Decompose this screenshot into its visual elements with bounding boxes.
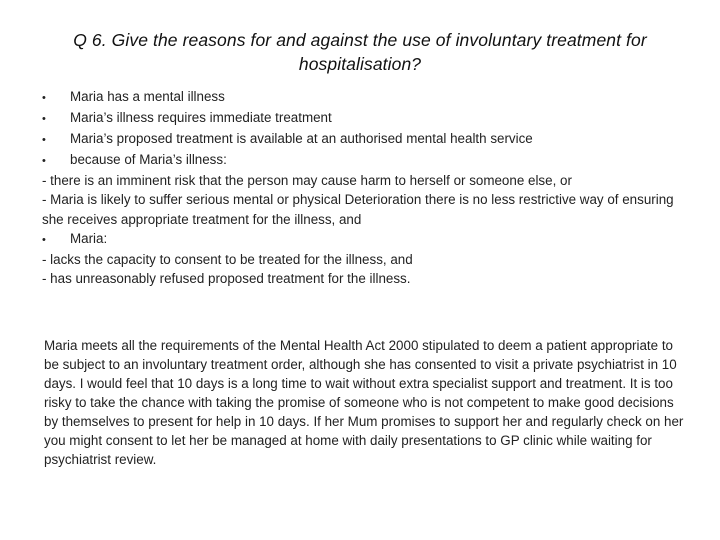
bullet-icon: • — [42, 92, 46, 104]
sub-criterion: - lacks the capacity to consent to be treated for the illness, and — [42, 251, 413, 267]
list-item — [42, 229, 688, 250]
bullet-icon: • — [42, 233, 46, 246]
bullet-icon: • — [42, 113, 46, 126]
list-item — [42, 129, 688, 150]
bullet-icon: • — [42, 134, 46, 147]
list-item — [42, 150, 688, 171]
list-item — [42, 87, 688, 108]
criterion-text: Maria’s illness requires immediate treatment — [70, 110, 332, 126]
sub-criterion: - has unreasonably refused proposed treatment for the illness. — [42, 270, 411, 286]
criterion-text: Maria’s proposed treatment is available at an authorised mental health service — [70, 131, 533, 147]
criterion-text: Maria: — [70, 230, 108, 246]
criterion-text: Maria has a mental illness — [70, 89, 225, 104]
sub-criterion: - there is an imminent risk that the person may cause harm to herself or someone else, or — [42, 173, 572, 189]
list-item — [42, 108, 688, 129]
sub-criterion: - Maria is likely to suffer serious mental or physical Deterioration there is no less restrictive way of ensuring she receives appropriate treatment for the illness, and — [42, 192, 674, 227]
answer-paragraph: Maria meets all the requirements of the Mental Health Act 2000 stipulated to deem a patient appropriate to be subject to an involuntary treatment order, although she has consented to visit a private psychiatrist in 10 days. I would feel that 10 days is a long time to wait without extra specialist support and treatment. It is too risky to take the chance with taking the promise of someone who is not competent to make good decisions by themselves to present for help in 10 days. If her Mum promises to support her and regularly check on her you might consent to let her be managed at home with daily presentations to GP clinic while waiting for psychiatrist review. — [44, 338, 684, 467]
bullet-icon: • — [42, 155, 46, 168]
criteria-list — [42, 87, 688, 288]
question-title: Q 6. Give the reasons for and against the use of involuntary treatment for hospitalisation? — [73, 30, 647, 74]
criterion-text: because of Maria’s illness: — [70, 152, 227, 168]
